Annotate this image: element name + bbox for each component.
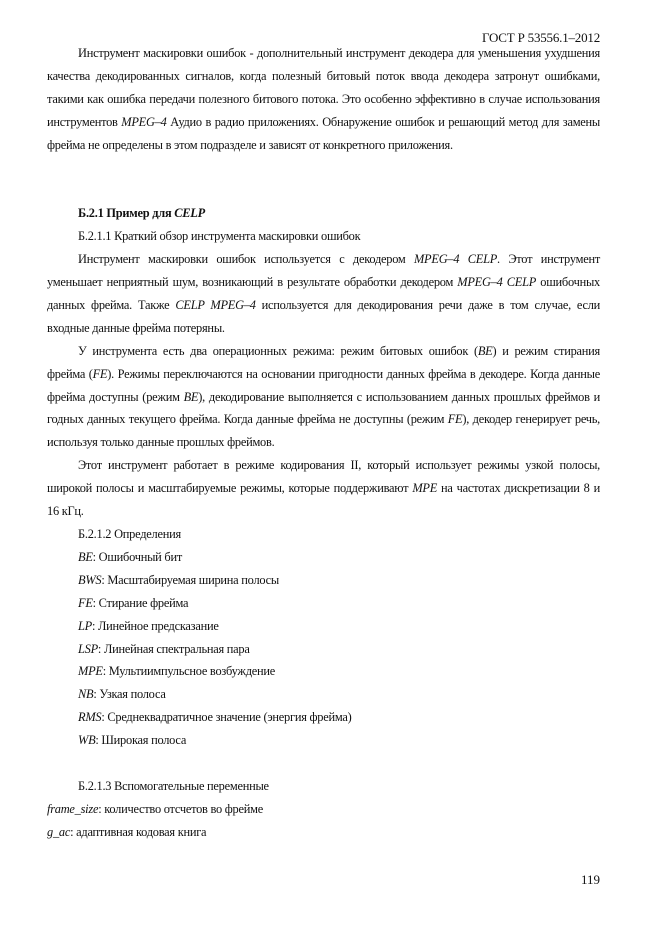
- italic-term: BE: [183, 389, 199, 404]
- definition-text: : Узкая полоса: [93, 687, 166, 702]
- definition-term: MPE: [78, 664, 103, 679]
- definition-term: LSP: [78, 641, 98, 656]
- italic-term: FE: [92, 366, 108, 381]
- definition-term: BE: [78, 549, 93, 564]
- text-run: У инструмента есть два операционных режима: режим битовых ошибок (: [78, 343, 478, 358]
- definition-term: g_ac: [47, 824, 71, 839]
- definition-item: [47, 660, 600, 683]
- text-run: Этот инструмент работает в режиме кодирования II, который использует режимы узкой полосы, широкой полосы и масштабируемые режимы, которые поддерживают: [47, 458, 600, 496]
- subsection-heading-3: Б.2.1.3 Вспомогательные переменные: [78, 778, 269, 793]
- paragraph-modes: [47, 340, 600, 455]
- definition-term: RMS: [78, 710, 102, 725]
- italic-term: FE: [447, 412, 463, 427]
- page-number: 119: [580, 872, 600, 887]
- italic-term: MPEG–4 CELP: [413, 252, 498, 267]
- definition-text: : Стирание фрейма: [92, 595, 189, 610]
- definition-text: : Широкая полоса: [95, 733, 187, 748]
- text-run: Инструмент маскировки ошибок используется с декодером: [78, 252, 414, 267]
- italic-term: MPEG–4: [121, 114, 167, 129]
- subsection-heading-1: Б.2.1.1 Краткий обзор инструмента маскировки ошибок: [78, 229, 361, 244]
- intro-paragraph: [47, 42, 600, 157]
- definition-item: [47, 615, 600, 638]
- definition-item: [47, 706, 600, 729]
- italic-term: MPEG–4 CELP: [457, 275, 537, 290]
- definition-item: [47, 729, 600, 752]
- definition-term: WB: [78, 733, 96, 748]
- definition-text: : количество отсчетов во фрейме: [98, 801, 263, 816]
- definition-term: FE: [78, 595, 93, 610]
- definition-text: : адаптивная кодовая книга: [70, 824, 207, 839]
- text-run: ), декодирование выполняется с использованием данных прошлых фреймов и годных данных текущего фрейма. Когда данные фрейма не доступны (режим: [47, 389, 600, 427]
- text-run: ) и режим стирания фрейма (: [47, 343, 600, 381]
- page-content: [47, 42, 600, 844]
- definition-text: : Линейная спектральная пара: [97, 641, 250, 656]
- text-run: на частотах дискретизации 8 и 16 кГц.: [47, 481, 600, 519]
- definition-item: [16, 821, 600, 844]
- text-run: Аудио в радио приложениях. Обнаружение ошибок и решающий метод для замены фрейма не определены в этом подразделе и зависят от конкретного приложения.: [47, 114, 600, 152]
- definition-text: : Мультиимпульсное возбуждение: [102, 664, 276, 679]
- section-heading: Б.2.1 Пример для CELP: [78, 206, 205, 221]
- definition-item: [47, 592, 600, 615]
- definition-item: [47, 638, 600, 661]
- text-run: ). Режимы переключаются на основании пригодности данных фрейма в декодере. Когда данные фрейма доступны (режим: [47, 366, 600, 404]
- document-header: ГОСТ Р 53556.1–2012: [481, 30, 600, 45]
- italic-term: MPE: [412, 481, 438, 496]
- definition-text: : Линейное предсказание: [91, 618, 219, 633]
- definition-item: [47, 569, 600, 592]
- variables-list: [16, 798, 600, 844]
- definition-text: : Ошибочный бит: [92, 549, 182, 564]
- text-run: Инструмент маскировки ошибок - дополнительный инструмент декодера для уменьшения ухудшения качества декодированных сигналов, когда полезный битовый поток ввода декодера затронут ошибками, такими как ошибка передачи полезного битового потока. Это особенно эффективно в случае использования инструментов: [47, 46, 600, 129]
- paragraph-overview: [47, 248, 600, 340]
- definition-item: [47, 546, 600, 569]
- subsection-heading-2: Б.2.1.2 Определения: [78, 527, 181, 541]
- definitions-list: [47, 546, 600, 752]
- text-run: ), декодер генерирует речь, используя только данные прошлых фреймов.: [47, 412, 600, 450]
- definition-term: BWS: [78, 572, 102, 587]
- text-run: ошибочных данных фрейма. Также: [47, 275, 600, 312]
- definition-item: [16, 798, 600, 821]
- definition-term: frame_size: [47, 801, 99, 816]
- definition-text: : Масштабируемая ширина полосы: [101, 572, 279, 587]
- definition-term: NB: [78, 687, 94, 702]
- italic-term: CELP MPEG–4: [175, 297, 256, 312]
- italic-term: BE: [477, 343, 493, 358]
- definition-item: [47, 683, 600, 706]
- paragraph-coding-mode: [47, 454, 600, 523]
- text-run: используется для декодирования речи даже в том случае, если входные данные фрейма потеряны.: [47, 297, 601, 335]
- definition-text: : Среднеквадратичное значение (энергия фрейма): [101, 710, 352, 725]
- text-run: . Этот инструмент уменьшает неприятный шум, возникающий в результате обработки декодером: [47, 252, 600, 290]
- definition-term: LP: [78, 618, 92, 633]
